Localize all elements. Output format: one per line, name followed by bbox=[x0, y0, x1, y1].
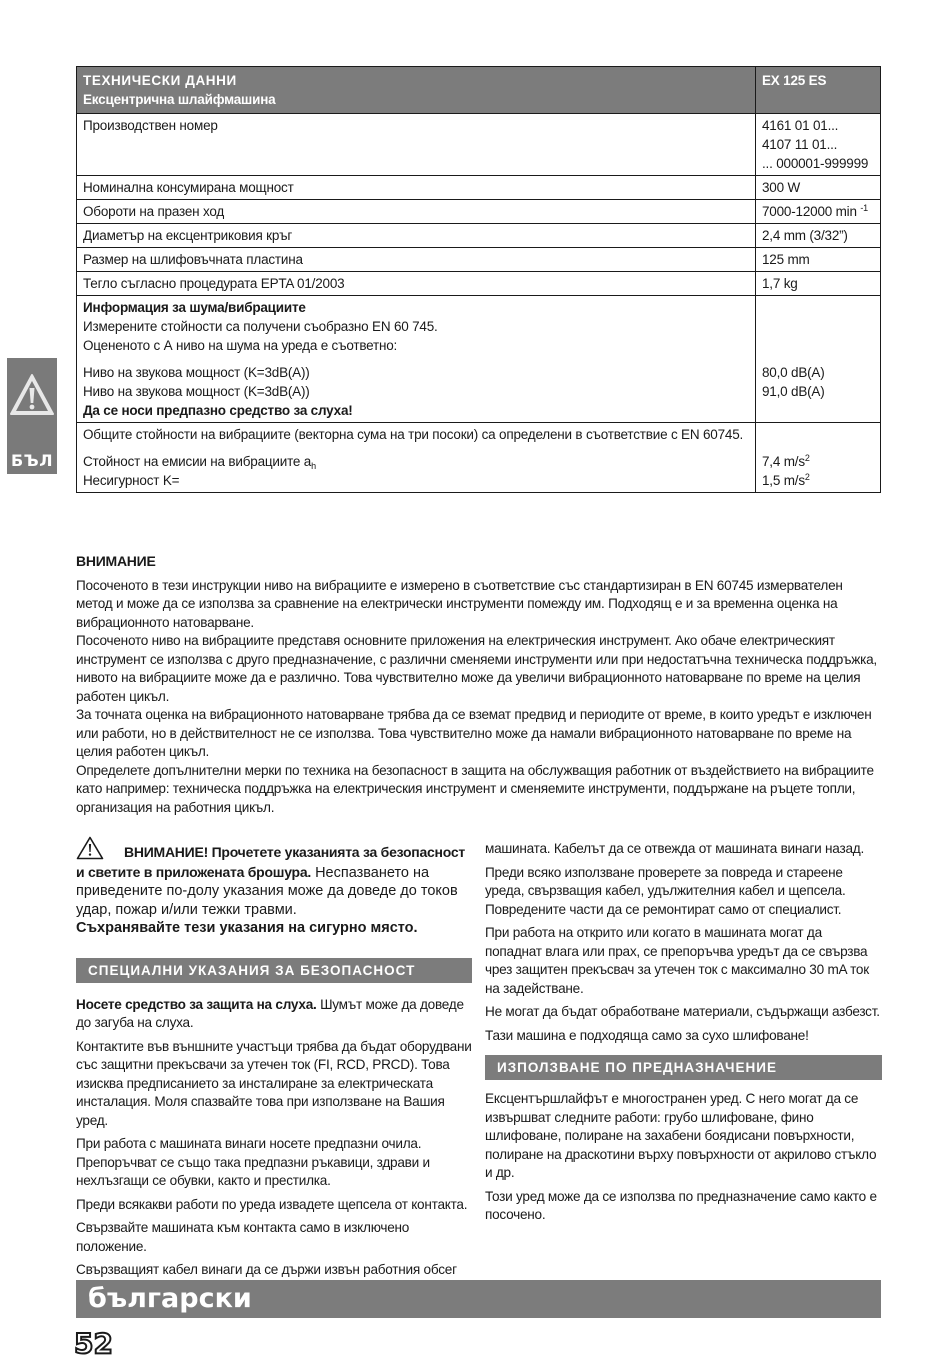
sound-level-value: 80,0 dB(A) bbox=[762, 365, 825, 380]
paragraph: Тази машина е подходяща само за сухо шлифоване! bbox=[485, 1027, 809, 1043]
table-header-row bbox=[77, 67, 881, 114]
noise-info-line: Измерените стойности са получени съобразно EN 60 745. bbox=[83, 319, 438, 334]
noise-info-line: Ниво на звукова мощност (K=3dB(A)) bbox=[83, 365, 310, 380]
warning-icon bbox=[9, 372, 55, 418]
vibration-values-cell bbox=[756, 423, 881, 493]
vibration-info-line: Общите стойности на вибрациите (векторна сума на три посоки) са определени в съответствие с EN 60745. bbox=[83, 427, 744, 442]
table-title: ТЕХНИЧЕСКИ ДАННИ bbox=[83, 73, 237, 88]
paragraph: Не могат да бъдат обработване материали, съдържащи азбезст. bbox=[485, 1004, 880, 1019]
paragraph bbox=[76, 996, 472, 1033]
language-side-tab bbox=[7, 358, 57, 474]
noise-info-title: Информация за шума/вибрациите bbox=[83, 300, 306, 315]
attention-title: ВНИМАНИЕ bbox=[76, 553, 156, 569]
table-row bbox=[77, 114, 881, 176]
row-value: 2,4 mm (3/32”) bbox=[756, 224, 881, 248]
table-subtitle: Ексцентрична шлайфмашина bbox=[83, 92, 276, 107]
table-header-title-cell bbox=[77, 67, 756, 114]
section-heading-intended-use: ИЗПОЛЗВАНЕ ПО ПРЕДНАЗНАЧЕНИЕ bbox=[485, 1055, 882, 1080]
paragraph: Ексцентършлайфът е многостранен уред. С него могат да се извършват следните работи: грубо шлифоване, фино шлифоване, полиране на захабени боядисани повърхности, полиране на драскотини върху повърхности от акрилово стъкло и др. bbox=[485, 1091, 877, 1180]
row-label: Обороти на празен ход bbox=[77, 200, 756, 224]
paragraph: Преди всяко използване проверете за повреда и стареене уреда, свързващия кабел, удължителния кабел и щепсела. Повредените части да се ремонтират само от специалист. bbox=[485, 864, 846, 917]
attention-paragraph: Посоченото ниво на вибрациите представя основните приложения на електрическия инструмент. Ако обаче електрическият инструмент се използва с друго предназначение, с различни сменяеми инструменти или при недостатъчна техническа поддръжка, нивото на вибрациите може да е различно. Това чувствително може да увеличи вибрационното натоварване по време на целия работен цикъл. bbox=[76, 633, 877, 704]
vibration-uncertainty-value: 1,5 m/s bbox=[762, 473, 805, 488]
language-tab-label: БЪЛ bbox=[10, 451, 53, 470]
row-label: Номинална консумирана мощност bbox=[77, 176, 756, 200]
vibration-unit-exponent: 2 bbox=[804, 453, 810, 463]
speed-unit-exponent: -1 bbox=[860, 203, 868, 213]
sound-level-value: 91,0 dB(A) bbox=[762, 384, 825, 399]
table-row bbox=[77, 200, 881, 224]
paragraph: Контактите във външните участъци трябва да бъдат оборудвани със защитни прекъсвачи за утечен ток (FI, RCD, PRCD). Това изисква предписанието за инсталиране за електрическата инсталация. Моля спазвайте това при използване на Вашия уред. bbox=[76, 1038, 472, 1128]
noise-info-line: Ниво на звукова мощност (K=3dB(A)) bbox=[83, 384, 310, 399]
vibration-info-row bbox=[77, 423, 881, 493]
table-row bbox=[77, 248, 881, 272]
paragraph: Свързващият кабел винаги да се държи извън работния обсег bbox=[76, 1262, 457, 1277]
keep-instructions-note: Съхранявайте тези указания на сигурно място. bbox=[76, 920, 418, 936]
row-label: Диаметър на ексцентриковия кръг bbox=[77, 224, 756, 248]
noise-values-cell bbox=[756, 296, 881, 423]
paragraph: При работа на открито или когато в машината могат да попаднат влага или прах, се препоръчва уредът да се свързва чрез защитен прекъсвач за утечен ток с максимално 30 mA ток на задействане. bbox=[485, 925, 869, 996]
serial-range-2: 4107 11 01... bbox=[762, 137, 838, 152]
right-column bbox=[485, 840, 882, 1230]
technical-data-table bbox=[76, 66, 881, 493]
paragraph: Преди всякакви работи по уреда извадете щепсела от контакта. bbox=[76, 1196, 468, 1212]
table-row bbox=[77, 176, 881, 200]
paragraph: машината. Кабелът да се отвежда от машината винаги назад. bbox=[485, 841, 864, 856]
row-value bbox=[756, 200, 881, 224]
vibration-info-line bbox=[83, 452, 749, 471]
safety-warning bbox=[76, 836, 472, 938]
serial-range-3: ... 000001-999999 bbox=[762, 156, 869, 171]
attention-section bbox=[76, 552, 882, 817]
table-header-model: EX 125 ES bbox=[756, 67, 881, 114]
serial-range-1: 4161 01 01... bbox=[762, 118, 839, 133]
attention-paragraph: Посоченото в тези инструкции ниво на вибрациите е измерено в съответствие със стандартизиран в EN 60745 измервателен метод и може да се използва за сравнение на електрически инструменти помежду им. Подходящ е и за временна оценка на вибрационното натоварване. bbox=[76, 577, 843, 630]
row-label: Размер на шлифовъчната пластина bbox=[77, 248, 756, 272]
vibration-info-line: Несигурност K= bbox=[83, 473, 180, 488]
attention-paragraph: За точната оценка на вибрационното натоварване трябва да се вземат предвид и периодите от време, в които уредът е изключен или работи, но в действителност не се използва. Това чувствително може да намали вибрационното натоварване по време на целия работен цикъл. bbox=[76, 707, 872, 759]
row-label: Производствен номер bbox=[77, 114, 756, 176]
vibration-emission-label: Стойност на емисии на вибрациите a bbox=[83, 454, 312, 469]
noise-info-row bbox=[77, 296, 881, 423]
noise-info-line: Оцененото с А ниво на шума на уреда е съответно: bbox=[83, 338, 398, 353]
noise-info-cell bbox=[77, 296, 756, 423]
table-row bbox=[77, 224, 881, 248]
vibration-value bbox=[762, 452, 874, 471]
safety-warning-lead: ВНИМАНИЕ! Прочетете указанията за безопасност и светите в приложената брошура. bbox=[76, 844, 466, 880]
section-heading-special-safety: СПЕЦИАЛНИ УКАЗАНИЯ ЗА БЕЗОПАСНОСТ bbox=[76, 958, 472, 983]
page-number: 52 bbox=[74, 1330, 113, 1357]
paragraph: Свързвайте машината към контакта само в изключено положение. bbox=[76, 1220, 410, 1254]
hearing-protection-note: Да се носи предпазно средство за слуха! bbox=[83, 403, 353, 418]
row-label: Тегло съгласно процедурата EPTA 01/2003 bbox=[77, 272, 756, 296]
row-value: 125 mm bbox=[756, 248, 881, 272]
language-footer-bar: български bbox=[76, 1280, 881, 1318]
table-row bbox=[77, 272, 881, 296]
row-value bbox=[756, 114, 881, 176]
left-column bbox=[76, 836, 472, 1303]
speed-value: 7000-12000 min bbox=[762, 204, 857, 219]
row-value: 300 W bbox=[756, 176, 881, 200]
row-value: 1,7 kg bbox=[756, 272, 881, 296]
hearing-protection-bold: Носете средство за защита на слуха. bbox=[76, 996, 317, 1012]
vibration-subscript: h bbox=[311, 461, 316, 471]
paragraph: Този уред може да се използва по предназначение само както е посочено. bbox=[485, 1188, 877, 1222]
hearing-protection-text: Шумът може да доведе до загуба на слуха. bbox=[76, 996, 464, 1030]
vibration-value bbox=[762, 471, 874, 490]
paragraph: При работа с машината винаги носете предпазни очила. Препоръчват се също така предпазни ръкавици, здрави и нехлъзгащи се обувки, както и престилка. bbox=[76, 1136, 430, 1188]
warning-triangle-icon bbox=[76, 836, 104, 860]
vibration-unit-exponent: 2 bbox=[804, 472, 810, 482]
attention-paragraph: Определете допълнителни мерки по техника на безопасност в защита на обслужващия работник от въздействието на вибрациите като например: техническа поддръжка на електрическия инструмент и сменяемите инструменти, поддържане на ръцете топли, организация на работния цикъл. bbox=[76, 762, 874, 815]
vibration-emission-value: 7,4 m/s bbox=[762, 454, 805, 469]
vibration-info-cell bbox=[77, 423, 756, 493]
safety-warning-text: Неспазването на приведените по-долу указания може да доведе до токов удар, пожар и/или тежки травми. bbox=[76, 864, 458, 918]
